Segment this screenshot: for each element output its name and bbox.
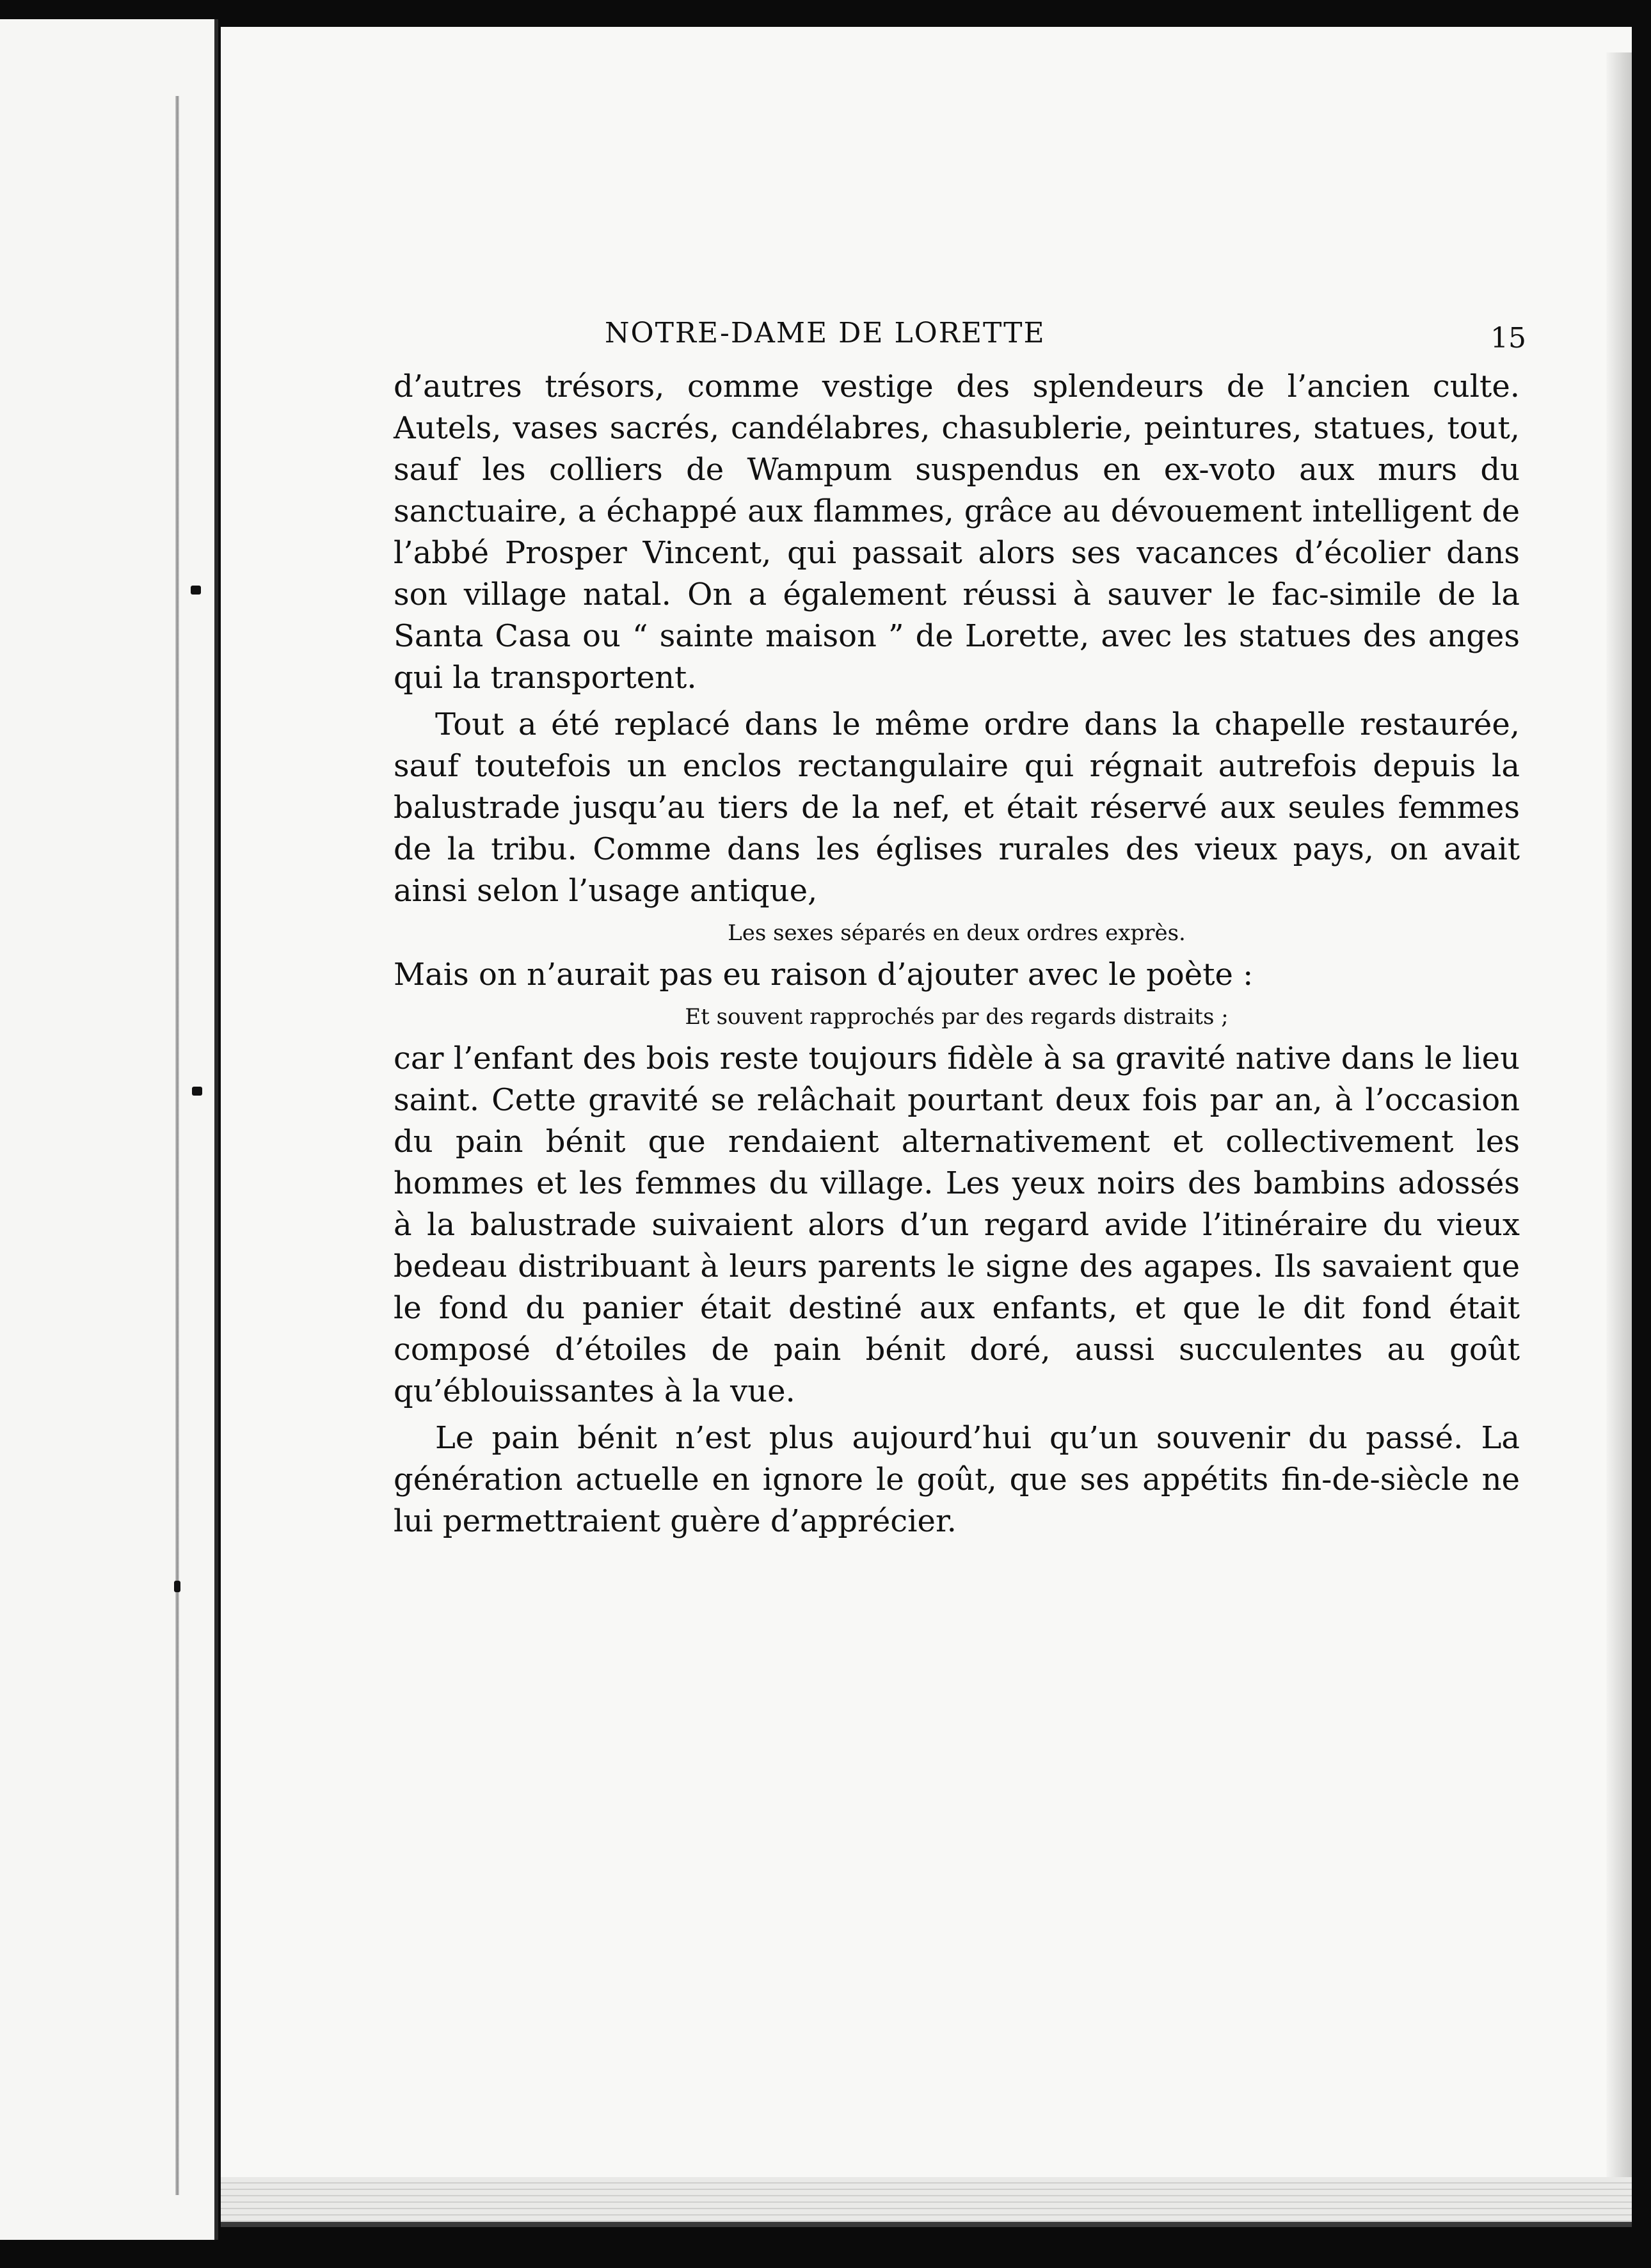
paragraph: d’autres trésors, comme vestige des splendeurs de l’ancien culte. Autels, vases sacrés, candélabres, chasublerie, peintures, statues, tout, sauf les colliers de Wampum suspendus en ex-voto aux murs du sanctuaire, a échappé aux flammes, grâce au dévouement intelligent de l’abbé Prosper Vincent, qui passait alors ses vacances d’écolier dans son village natal. On a également réussi à sauver le fac-simile de la Santa Casa ou “ sainte maison ” de Lorette, avec les statues des anges qui la transportent.	[394, 369, 1520, 696]
page-stack-edge	[221, 2177, 1632, 2222]
verse-quote: Les sexes séparés en deux ordres exprès.	[728, 920, 1186, 946]
paragraph: Le pain bénit n’est plus aujourd’hui qu’un souvenir du passé. La génération actuelle en ignore le goût, que ses appétits fin-de-siècle ne lui permettraient guère d’apprécier.	[394, 1420, 1520, 1539]
page-header	[394, 312, 1526, 356]
page-number: 15	[1490, 322, 1526, 355]
margin-mark	[192, 1087, 202, 1096]
page-edge-shadow	[1606, 52, 1632, 2216]
verse-quote: Et souvent rapprochés par des regards distraits ;	[685, 1004, 1229, 1030]
facing-page-edge	[0, 19, 218, 2240]
running-head: NOTRE-DAME DE LORETTE	[605, 317, 1046, 349]
margin-mark	[191, 586, 201, 595]
paragraph: Tout a été replacé dans le même ordre dans la chapelle restaurée, sauf toutefois un enclos rectangulaire qui régnait autrefois depuis la balustrade jusqu’au tiers de la nef, et était réservé aux seules femmes de la tribu. Comme dans les églises rurales des vieux pays, on avait ainsi selon l’usage antique,	[394, 707, 1520, 909]
page-gutter	[175, 96, 179, 2195]
margin-mark	[174, 1581, 180, 1592]
paragraph: Mais on n’aurait pas eu raison d’ajouter avec le poète :	[394, 957, 1254, 993]
body-text	[394, 366, 1520, 1542]
paragraph: car l’enfant des bois reste toujours fidèle à sa gravité native dans le lieu saint. Cette gravité se relâchait pourtant deux fois par an, à l’occasion du pain bénit que rendaient alternativement et collectivement les hommes et les femmes du village. Les yeux noirs des bambins adossés à la balustrade suivaient alors d’un regard avide l’itinéraire du vieux bedeau distribuant à leurs parents le signe des agapes. Ils savaient que le fond du panier était destiné aux enfants, et que le dit fond était composé d’étoiles de pain bénit doré, aussi succulentes au goût qu’éblouissantes à la vue.	[394, 1041, 1520, 1409]
book-page	[221, 27, 1632, 2227]
